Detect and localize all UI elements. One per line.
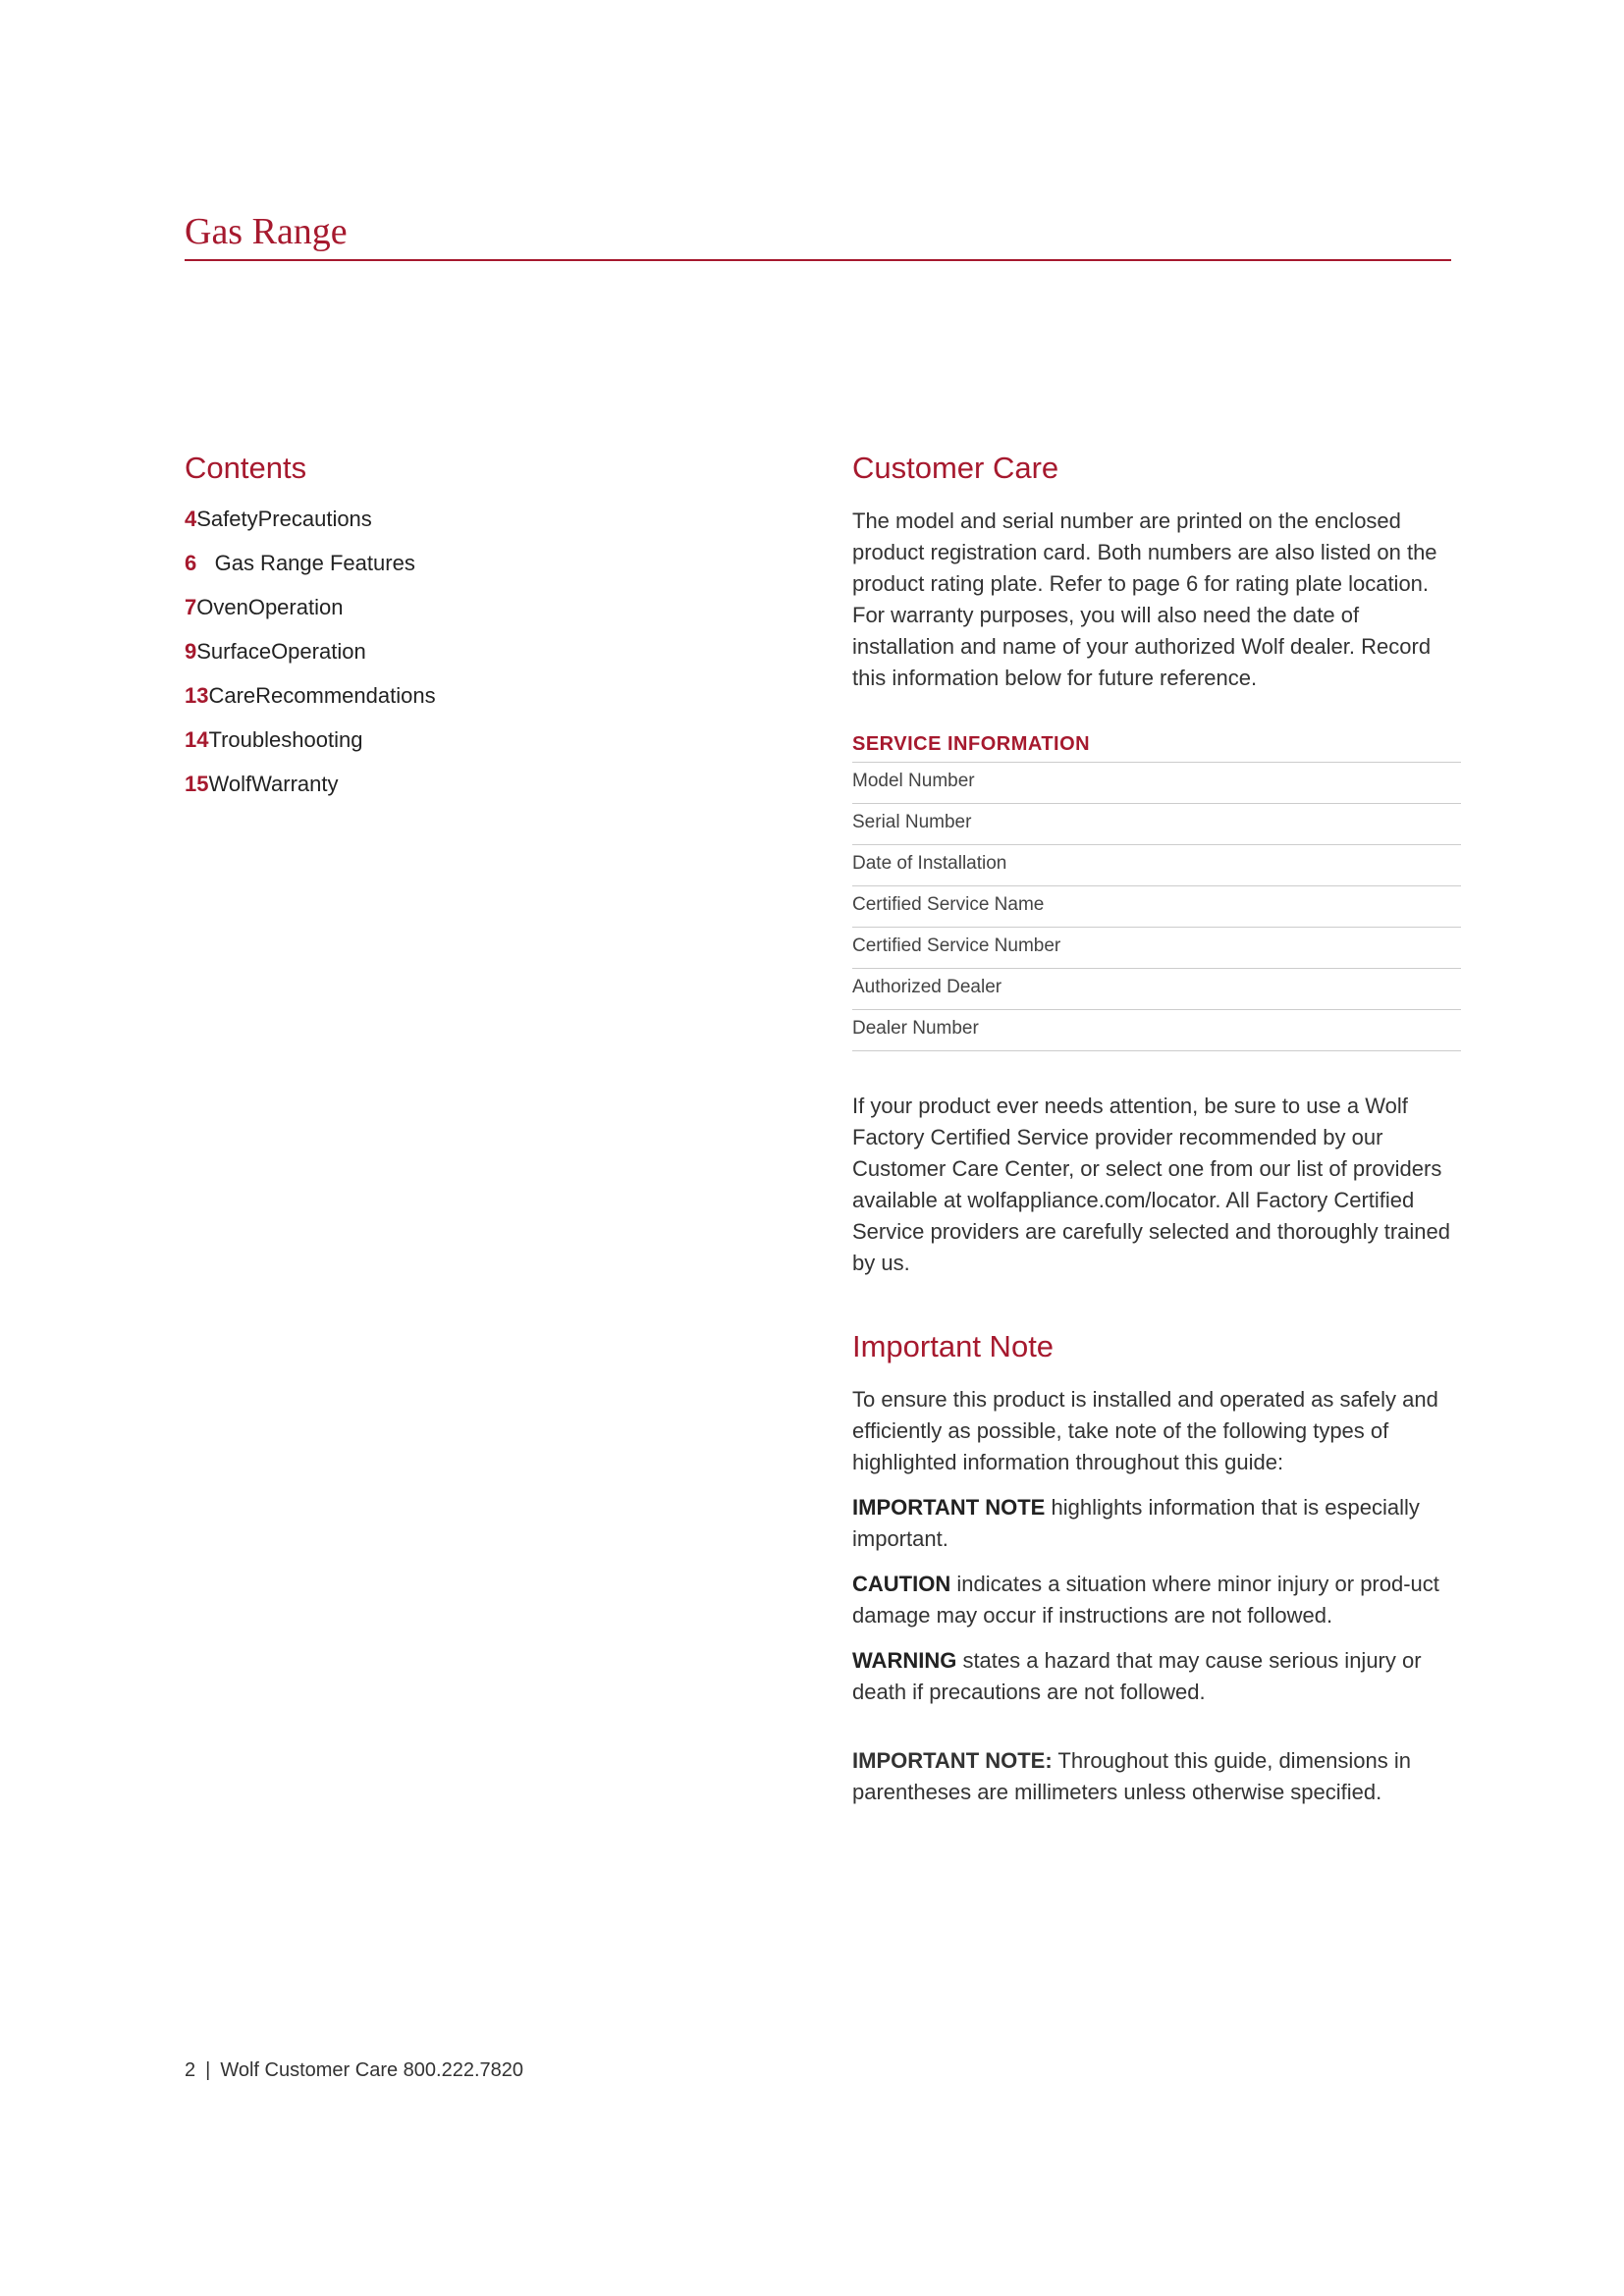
note-label: IMPORTANT NOTE: <box>852 1748 1053 1774</box>
note-text: indicates a situation where minor injury or prod-uct damage may occur if instructions are not followed. <box>852 1572 1439 1629</box>
note-important <box>852 1492 1461 1555</box>
toc-label: WolfWarranty <box>208 772 339 797</box>
toc-list <box>185 506 774 798</box>
toc-label: SafetyPrecautions <box>196 507 372 532</box>
service-field-certified-service-name: Certified Service Name <box>852 886 1461 928</box>
toc-page-number: 7 <box>185 595 197 620</box>
toc-label: Troubleshooting <box>208 727 363 753</box>
service-field-serial-number: Serial Number <box>852 804 1461 845</box>
toc-page-number: 13 <box>185 683 209 709</box>
toc-page-number: 15 <box>185 772 209 797</box>
service-field-model-number: Model Number <box>852 763 1461 804</box>
note-label: WARNING <box>852 1648 957 1674</box>
contents-heading: Contents <box>185 451 307 485</box>
toc-label: CareRecommendations <box>208 683 436 709</box>
important-note-intro: To ensure this product is installed and operated as safely and efficiently as possible, take note of the following types of highlighted information throughout this guide: <box>852 1387 1438 1475</box>
page-number: 2 <box>185 2059 196 2081</box>
title-divider <box>185 259 1451 261</box>
toc-page-number: 14 <box>185 727 209 753</box>
toc-item-care-recommendations[interactable] <box>185 682 774 710</box>
note-label: CAUTION <box>852 1572 951 1597</box>
toc-item-troubleshooting[interactable] <box>185 726 774 754</box>
dimensions-note <box>852 1745 1461 1808</box>
important-note-heading: Important Note <box>852 1329 1055 1364</box>
page-title: Gas Range <box>185 211 348 252</box>
note-text: states a hazard that may cause serious injury or death if precautions are not followed. <box>852 1648 1422 1705</box>
note-text: highlights information that is especially important. <box>852 1495 1420 1552</box>
toc-page-number: 6 <box>185 551 197 576</box>
customer-care-heading: Customer Care <box>852 451 1059 485</box>
toc-label: Gas Range Features <box>214 551 415 576</box>
toc-item-safety-precautions[interactable] <box>185 506 774 533</box>
toc-item-gas-range-features[interactable] <box>185 550 774 577</box>
note-label: IMPORTANT NOTE <box>852 1495 1046 1521</box>
service-field-date-of-installation: Date of Installation <box>852 845 1461 886</box>
toc-label: SurfaceOperation <box>196 639 366 665</box>
toc-page-number: 4 <box>185 507 197 532</box>
note-warning <box>852 1645 1461 1708</box>
toc-page-number: 9 <box>185 639 197 665</box>
toc-item-oven-operation[interactable] <box>185 594 774 621</box>
service-information-title: SERVICE INFORMATION <box>852 733 1461 763</box>
service-field-dealer-number: Dealer Number <box>852 1010 1461 1051</box>
toc-item-wolf-warranty[interactable] <box>185 771 774 798</box>
note-text: Throughout this guide, dimensions in parentheses are millimeters unless otherwise specified. <box>852 1748 1411 1805</box>
note-caution <box>852 1569 1461 1631</box>
footer-separator: | <box>205 2059 211 2081</box>
toc-label: OvenOperation <box>196 595 344 620</box>
service-information-table <box>852 733 1461 1051</box>
service-attention-text: If your product ever needs attention, be sure to use a Wolf Factory Certified Service provider recommended by our Customer Care Center, or select one from our list of providers available at wolfappliance.com/locator. All Factory Certified Service providers are carefully selected and thoroughly trained by us. <box>852 1094 1450 1276</box>
toc-item-surface-operation[interactable] <box>185 638 774 666</box>
contents-section <box>185 450 774 815</box>
page-footer <box>185 2059 523 2082</box>
customer-care-intro: The model and serial number are printed on the enclosed product registration card. Both numbers are also listed on the product rating plate. Refer to page 6 for rating plate location. For warranty purposes, you will also need the date of installation and name of your authorized Wolf dealer. Record this information below for future reference. <box>852 508 1437 691</box>
right-column <box>852 450 1461 1808</box>
service-field-authorized-dealer: Authorized Dealer <box>852 969 1461 1010</box>
footer-contact: Wolf Customer Care 800.222.7820 <box>220 2059 524 2081</box>
service-field-certified-service-number: Certified Service Number <box>852 928 1461 969</box>
